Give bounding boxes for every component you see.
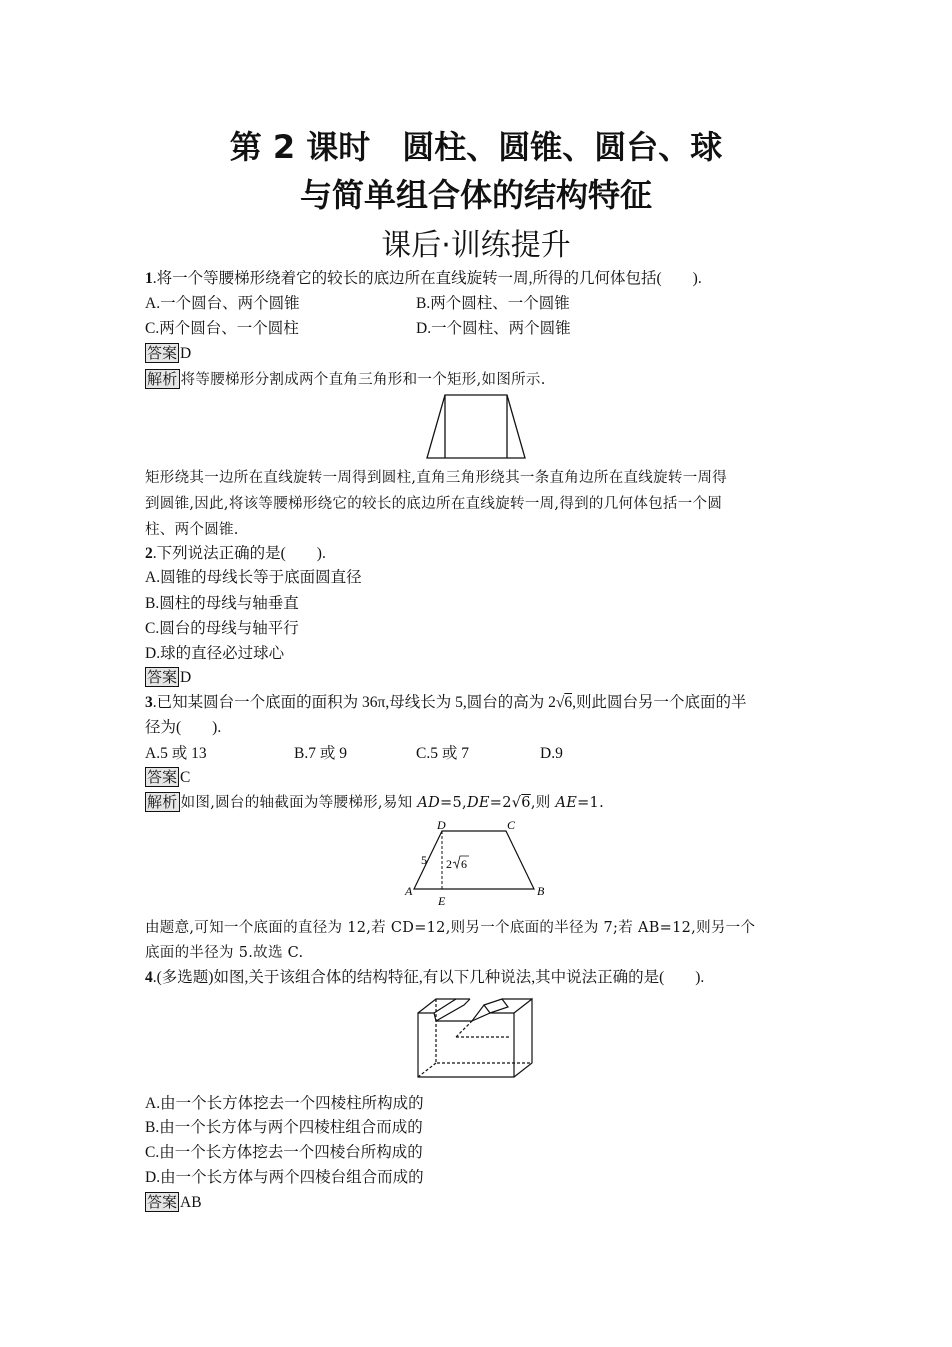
section-subtitle: 课后·训练提升: [381, 228, 571, 263]
q3-analysis-text5: =1.: [577, 795, 604, 811]
q3-analysis-text1: 如图,圆台的轴截面为等腰梯形,易知: [180, 795, 418, 811]
label-d: D: [437, 818, 446, 832]
q1-option-a: A.一个圆台、两个圆锥: [145, 295, 300, 312]
q4-option-a: A.由一个长方体挖去一个四棱柱所构成的: [145, 1095, 424, 1112]
q1-stem: [145, 268, 702, 290]
q2-option-c: C.圆台的母线与轴平行: [145, 620, 299, 637]
answer-label: 答案: [147, 344, 178, 362]
label-c: C: [507, 818, 516, 832]
q1-option-c: C.两个圆台、一个圆柱: [145, 320, 299, 337]
q2-number: 2: [145, 545, 153, 562]
q3-stem-sqrt: 6: [564, 694, 573, 711]
q3-analysis-sqrt: 6: [521, 795, 531, 811]
q3-analysis-text4: ,则: [530, 795, 556, 811]
q4-answer-row: [145, 1192, 202, 1214]
q3-stem-text2: ,则此圆台另一个底面的半: [572, 694, 747, 711]
analysis-label: 解析: [147, 793, 178, 811]
cuboid-cutout-figure: [412, 995, 538, 1081]
q2-stem-text: .下列说法正确的是( ).: [152, 545, 326, 562]
q3-analysis-text3: =2: [489, 795, 512, 811]
q4-stem-text: .(多选题)如图,关于该组合体的结构特征,有以下几种说法,其中说法正确的是( ).: [152, 969, 705, 986]
q3-analysis-de: DE: [466, 795, 490, 811]
q2-stem: [145, 543, 326, 565]
analysis-label: 解析: [147, 370, 178, 388]
answer-label: 答案: [147, 768, 178, 786]
q4-option-d: D.由一个长方体与两个四棱台组合而成的: [145, 1169, 424, 1186]
q1-stem-text: .将一个等腰梯形绕着它的较长的底边所在直线旋转一周,所得的几何体包括( ).: [152, 270, 702, 287]
q1-analysis: 将等腰梯形分割成两个直角三角形和一个矩形,如图所示.: [180, 372, 546, 388]
q3-stem-line2: 径为( ).: [145, 719, 222, 736]
q1-option-b: B.两个圆柱、一个圆锥: [416, 295, 570, 312]
page-title-line1: 第 2 课时 圆柱、圆锥、圆台、球: [229, 128, 723, 166]
q3-option-a: A.5 或 13: [145, 745, 207, 762]
q4-stem: [145, 967, 704, 989]
q4-option-c: C.由一个长方体挖去一个四棱台所构成的: [145, 1144, 423, 1161]
q2-option-a: A.圆锥的母线长等于底面圆直径: [145, 569, 362, 586]
q1-explanation-line3: 柱、两个圆锥.: [145, 522, 239, 538]
q3-stem: 3.已知某圆台一个底面的面积为 36π,母线长为 5,圆台的高为 2√6,则此圆台另一个底面的半: [145, 694, 747, 711]
answer-label: 答案: [147, 668, 178, 686]
q3-answer: C: [180, 769, 191, 786]
q2-answer: D: [180, 669, 192, 686]
q3-explanation-line1: 由题意,可知一个底面的直径为 12,若 CD=12,则另一个底面的半径为 7;若 AB=12,则另一个: [145, 920, 756, 936]
label-e: E: [438, 894, 446, 908]
label-side-length: 5: [421, 853, 427, 867]
q1-answer-row: [145, 343, 191, 365]
q4-option-b: B.由一个长方体与两个四棱柱组合而成的: [145, 1119, 423, 1136]
q1-answer: D: [180, 345, 192, 362]
label-height-sqrt: 6: [461, 857, 467, 871]
q2-option-d: D.球的直径必过球心: [145, 645, 285, 662]
q4-answer: AB: [180, 1194, 202, 1211]
q3-answer-row: [145, 767, 190, 789]
page-title-line2: 与简单组合体的结构特征: [299, 176, 652, 214]
q4-number: 4: [145, 969, 153, 986]
q3-option-d: D.9: [540, 745, 563, 762]
q3-stem-text: .已知某圆台一个底面的面积为 36π,母线长为 5,圆台的高为 2: [152, 694, 556, 711]
q3-option-c: C.5 或 7: [416, 745, 469, 762]
q2-answer-row: [145, 667, 191, 689]
q3-explanation-line2: 底面的半径为 5.故选 C.: [145, 945, 304, 961]
q3-analysis-ae: AE: [555, 795, 578, 811]
q1-number: 1: [145, 270, 153, 287]
label-a: A: [405, 884, 413, 898]
q1-option-d: D.一个圆柱、两个圆锥: [416, 320, 571, 337]
q1-explanation-line2: 到圆锥,因此,将该等腰梯形绕它的较长的底边所在直线旋转一周,得到的几何体包括一个圆: [145, 496, 723, 512]
trapezoid-figure: [425, 392, 527, 462]
q1-explanation-line1: 矩形绕其一边所在直线旋转一周得到圆柱,直角三角形绕其一条直角边所在直线旋转一周得: [145, 470, 728, 486]
q3-option-b: B.7 或 9: [294, 745, 347, 762]
q1-analysis-row: [145, 369, 546, 391]
q3-analysis-text2: =5,: [440, 795, 467, 811]
q3-analysis-ad: AD: [417, 795, 441, 811]
label-height-coef: 2: [446, 857, 452, 871]
q3-number: 3: [145, 694, 153, 711]
q3-analysis-row: 解析 如图,圆台的轴截面为等腰梯形,易知 AD=5,DE=2√6,则 AE=1.: [147, 793, 604, 811]
label-b: B: [537, 884, 545, 898]
answer-label: 答案: [147, 1193, 178, 1211]
frustum-axial-section-figure: [400, 817, 560, 909]
q2-option-b: B.圆柱的母线与轴垂直: [145, 595, 299, 612]
